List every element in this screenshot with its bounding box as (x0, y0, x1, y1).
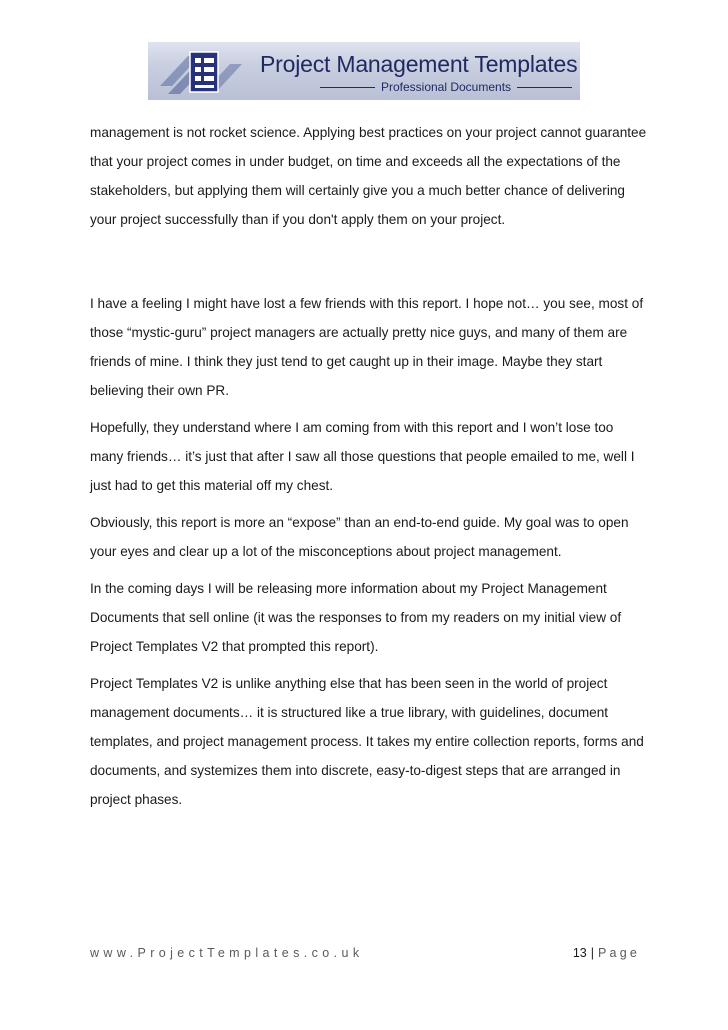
paragraph-spacer (90, 405, 650, 413)
paragraph-3: Hopefully, they understand where I am coming from with this report and I won’t lose too many friends… it’s just that after I saw all those questions that people emailed to me, well I just had to get this material off my chest. (90, 420, 635, 493)
footer-website: www.ProjectTemplates.co.uk (90, 946, 364, 960)
page-label: Page (598, 946, 640, 960)
paragraph-spacer (90, 500, 650, 508)
paragraph-6: Project Templates V2 is unlike anything else that has been seen in the world of project management documents… it is structured like a true library, with guidelines, document templates, and project management process. It takes my entire collection reports, forms and documents, and systemizes them into discrete, easy-to-digest steps that are arranged in project phases. (90, 676, 644, 807)
banner-title: Project Management Templates (260, 51, 578, 77)
page-number: 13 (572, 946, 587, 960)
document-stack-logo-icon (160, 46, 244, 96)
banner-subtitle: Professional Documents (380, 80, 512, 94)
banner-rule-left (320, 87, 375, 88)
document-body (90, 118, 650, 814)
paragraph-spacer (90, 661, 650, 669)
paragraph-spacer (90, 234, 650, 289)
paragraph-4: Obviously, this report is more an “expose” than an end-to-end guide. My goal was to open your eyes and clear up a lot of the misconceptions about project management. (90, 515, 629, 559)
paragraph-2: I have a feeling I might have lost a few friends with this report. I hope not… you see, most of those “mystic-guru” project managers are actually pretty nice guys, and many of them are friends of mine. I think they just tend to get caught up in their image. Maybe they start believing their own PR. (90, 296, 644, 398)
paragraph-spacer (90, 566, 650, 574)
header-banner (148, 42, 580, 100)
banner-subtitle-row (320, 80, 572, 94)
paragraph-1: management is not rocket science. Applying best practices on your project cannot guarantee that your project comes in under budget, on time and exceeds all the expectations of the stakeholders, but applying them will certainly give you a much better chance of delivering your project successfully than if you don't apply them on your project. (90, 125, 647, 227)
banner-rule-right (517, 87, 572, 88)
footer-page-indicator (573, 946, 640, 960)
paragraph-5: In the coming days I will be releasing more information about my Project Management Documents that sell online (it was the responses to from my readers on my initial view of Project Templates V2 that prompted this report). (90, 581, 622, 654)
page-separator: | (590, 946, 594, 960)
